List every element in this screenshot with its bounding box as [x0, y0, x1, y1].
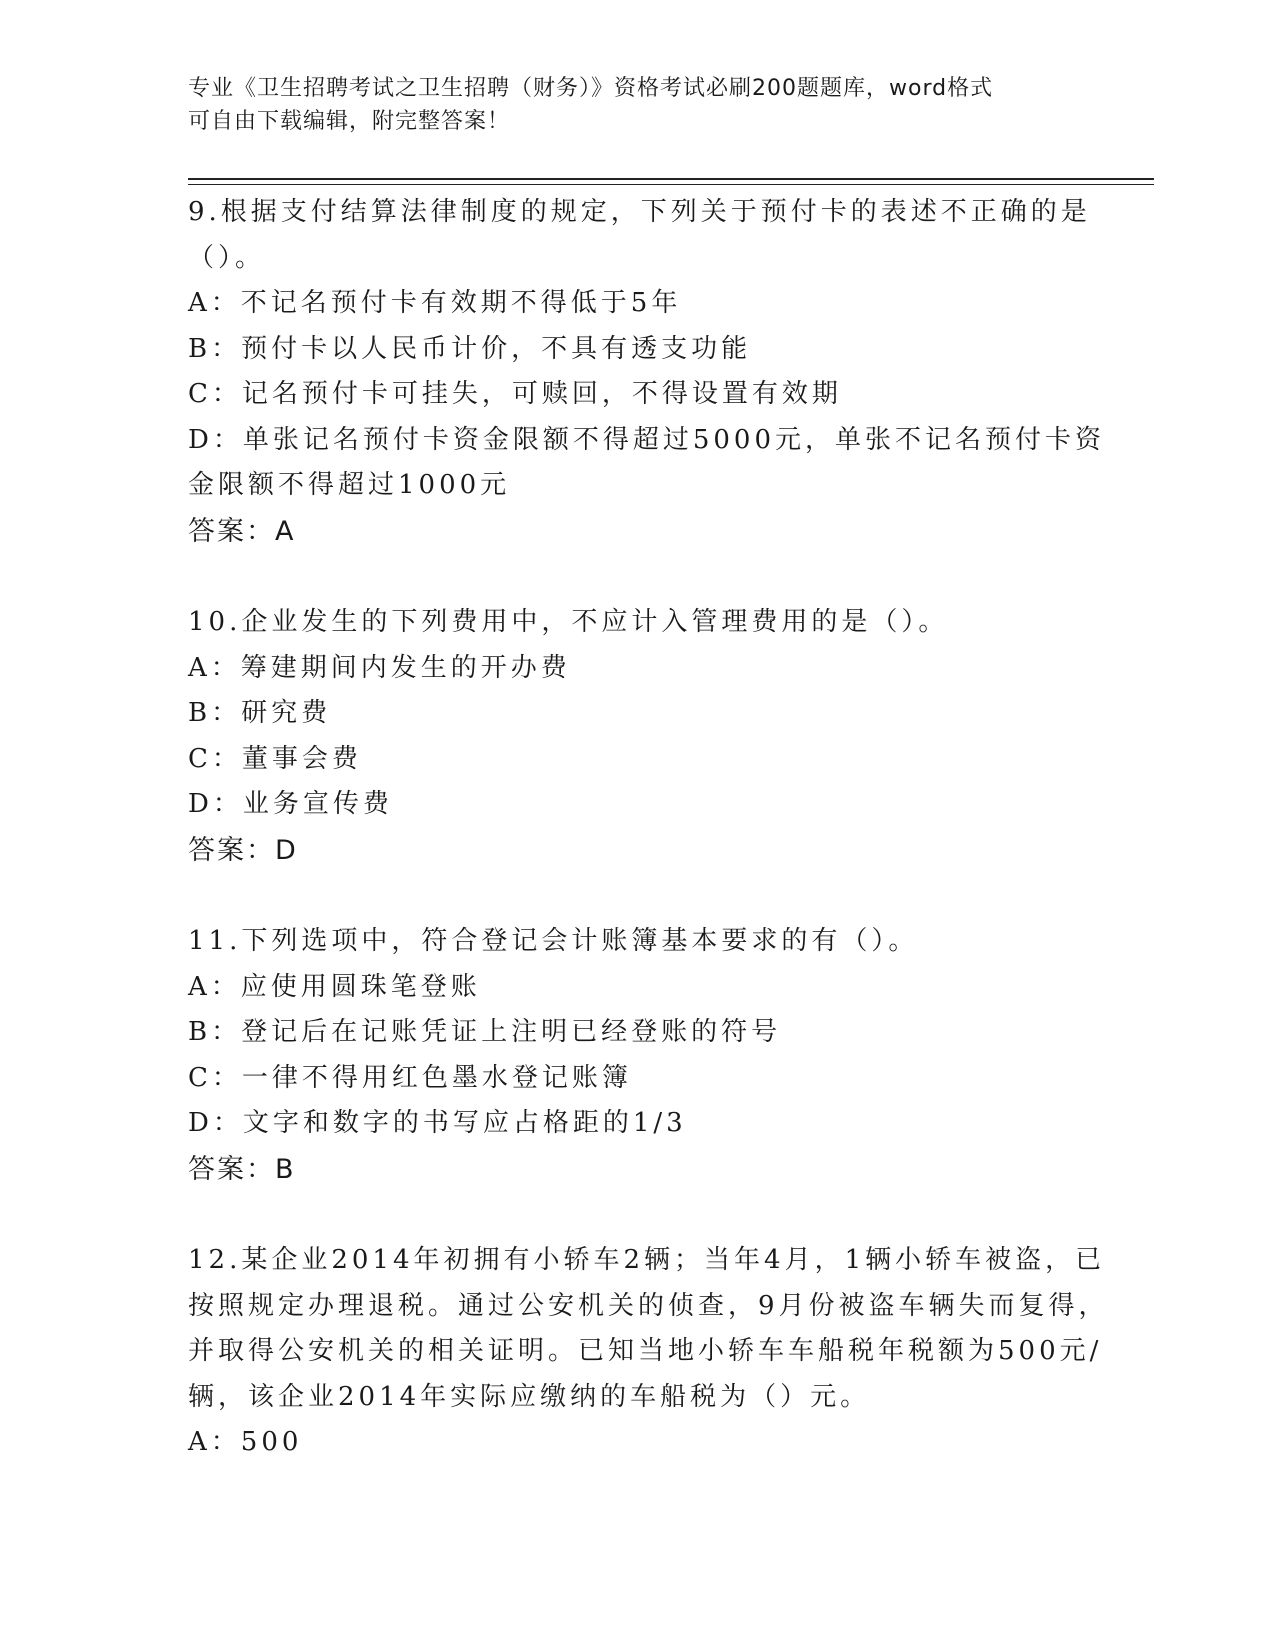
- question-10: [188, 600, 1088, 873]
- option-d: D：业务宣传费: [188, 789, 393, 819]
- option-a: A：应使用圆珠笔登账: [188, 971, 481, 1002]
- header-title-line-2: 可自由下载编辑，附完整答案！: [188, 109, 511, 134]
- option-d-continued: 金限额不得超过1000元: [188, 470, 511, 500]
- question-spacer: [188, 1192, 1088, 1238]
- question-12: [188, 1238, 1109, 1466]
- question-stem-continued: （）。: [188, 242, 266, 273]
- option-a: A：500: [188, 1427, 303, 1457]
- option-d: D：单张记名预付卡资金限额不得超过5000元，单张不记名预付卡资: [188, 424, 1106, 455]
- header-divider-thick: [188, 178, 1154, 180]
- option-a: A：不记名预付卡有效期不得低于5年: [188, 288, 682, 318]
- option-b: B：登记后在记账凭证上注明已经登账的符号: [188, 1017, 782, 1047]
- question-stem-continued: 辆，该企业2014年实际应缴纳的车船税为（）元。: [188, 1381, 871, 1412]
- question-stem-continued: 并取得公安机关的相关证明。已知当地小轿车车船税年税额为500元/: [188, 1336, 1103, 1366]
- document-header: [188, 72, 1088, 138]
- answer-line: 答案：B: [188, 1153, 296, 1185]
- option-a: A：筹建期间内发生的开办费: [188, 652, 571, 683]
- question-stem: 9.根据支付结算法律制度的规定，下列关于预付卡的表述不正确的是: [188, 197, 1091, 227]
- option-c: C：董事会费: [188, 743, 362, 774]
- question-list: [188, 190, 1109, 1466]
- option-c: C：一律不得用红色墨水登记账簿: [188, 1062, 632, 1093]
- option-d: D：文字和数字的书写应占格距的1/3: [188, 1108, 687, 1138]
- question-spacer: [188, 873, 1088, 919]
- question-spacer: [188, 554, 1088, 600]
- header-title-line-1: 专业《卫生招聘考试之卫生招聘（财务）》资格考试必刷200题题库，word格式: [188, 76, 994, 101]
- answer-line: 答案：D: [188, 834, 298, 866]
- option-b: B：预付卡以人民币计价，不具有透支功能: [188, 333, 752, 364]
- option-b: B：研究费: [188, 698, 332, 728]
- option-c: C：记名预付卡可挂失，可赎回，不得设置有效期: [188, 379, 842, 409]
- question-stem: 11.下列选项中，符合登记会计账簿基本要求的有（）。: [188, 926, 919, 956]
- question-stem: 12.某企业2014年初拥有小轿车2辆；当年4月，1辆小轿车被盗，已: [188, 1245, 1106, 1275]
- header-divider-thin: [188, 184, 1154, 185]
- question-stem-continued: 按照规定办理退税。通过公安机关的侦查，9月份被盗车辆失而复得，: [188, 1290, 1109, 1321]
- question-11: [188, 919, 1088, 1192]
- question-stem: 10.企业发生的下列费用中，不应计入管理费用的是（）。: [188, 607, 949, 637]
- question-9: [188, 190, 1106, 554]
- answer-line: 答案：A: [188, 515, 296, 547]
